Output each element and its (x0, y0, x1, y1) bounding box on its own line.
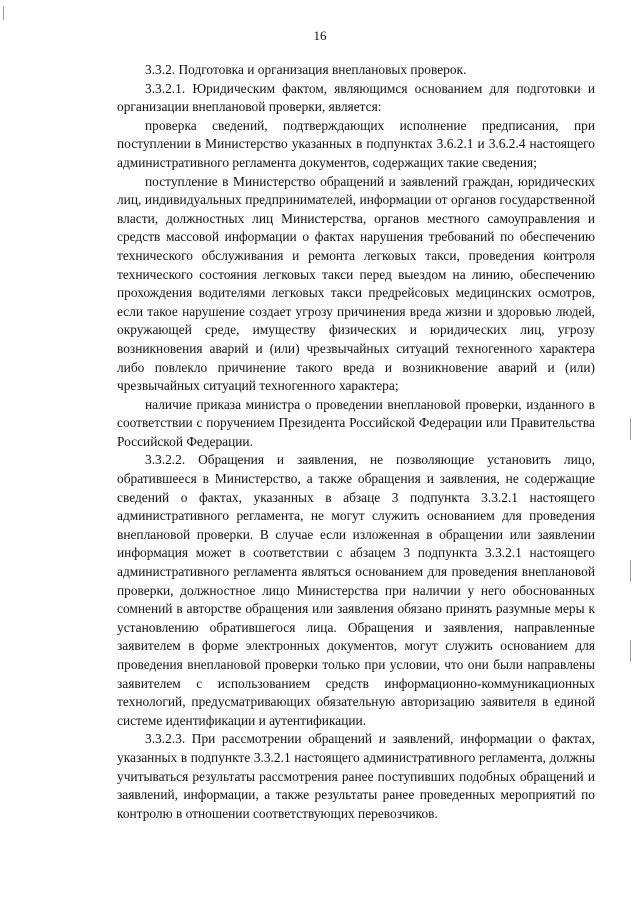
paragraph: 3.3.2.3. При рассмотрении обращений и заявлений, информации о фактах, указанных в подпункте 3.3.2.1 настоящего административного регламента, должны учитываться результаты рассмотрения ранее поступивших подобных обращений и заявлений, информации, а также результаты ранее проведенных мероприятий по контролю в отношении соответствующих перевозчиков. (117, 731, 595, 821)
paragraph: проверка сведений, подтверждающих исполнение предписания, при поступлении в Министерство указанных в подпунктах 3.6.2.1 и 3.6.2.4 настоящего административного регламента документов, содержащих такие сведения; (117, 117, 595, 170)
paragraph: 3.3.2.1. Юридическим фактом, являющимся основанием для подготовки и организации внеплановой проверки, является: (117, 80, 595, 115)
paragraph: наличие приказа министра о проведении внеплановой проверки, изданного в соответствии с поручением Президента Российской Федерации или Правительства Российской Федерации. (117, 396, 595, 449)
scan-mark-right (630, 640, 631, 662)
paragraph: 3.3.2.2. Обращения и заявления, не позволяющие установить лицо, обратившееся в Министерство, а также обращения и заявления, не содержащие сведений о фактах, указанных в абзаце 3 подпункта 3.3.2.1 настоящего административного регламента, не могут служить основанием для проведения внеплановой проверки. В случае если изложенная в обращении или заявлении информация может в соответствии с абзацем 3 подпункта 3.3.2.1 настоящего административного регламента являться основанием для проведения внеплановой проверки, должностное лицо Министерства при наличии у него обоснованных сомнений в авторстве обращения или заявления обязано принять разумные меры к установлению обратившегося лица. Обращения и заявления, направленные заявителем в форме электронных документов, могут служить основанием для проведения внеплановой проверки только при условии, что они были направлены заявителем с использованием средств информационно-коммуникационных технологий, предусматривающих обязательную авторизацию заявителя в единой системе идентификации и аутентификации. (117, 452, 595, 728)
page-number: 16 (313, 28, 327, 43)
paragraph: поступление в Министерство обращений и заявлений граждан, юридических лиц, индивидуальных предпринимателей, информации от органов государственной власти, должностных лиц Министерства, органов местного самоуправления и средств массовой информации о фактах нарушения требований по обеспечению технического обслуживания и ремонта легковых такси, проведения контроля технического состояния легковых такси перед выездом на линию, обеспечению прохождения водителями легковых такси предрейсовых медицинских осмотров, если такое нарушение создает угрозу причинения вреда жизни и здоровью людей, окружающей среде, имуществу физических и юридических лиц, угрозу возникновения аварий и (или) чрезвычайных ситуаций техногенного характера либо повлекло причинение такого вреда и возникновение аварий и (или) чрезвычайных ситуаций техногенного характера; (117, 173, 595, 394)
section-heading: 3.3.2. Подготовка и организация внеплановых проверок. (145, 62, 467, 77)
scan-mark-left (3, 6, 4, 20)
scan-mark-right (630, 560, 631, 582)
scan-mark-right (630, 418, 631, 440)
document-body (117, 61, 595, 823)
